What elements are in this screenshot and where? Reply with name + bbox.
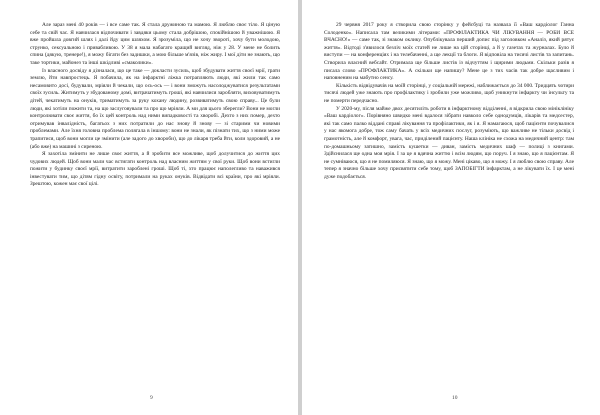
page-number: 10 — [452, 395, 458, 401]
paragraph: Але зараз мені 40 років — і все саме так. Я стала дружиною та мамою. Я люблю своє тіло. Я ціную себе та свій час. Я навчилася відпочивати і завдяки цьому стала добрішою, спокійнішою й уважнішою. Я вже пройшла довгий шлях і далі йду цим шляхом. Я зрозуміла, що не хочу звороті, хочу бути молодою, струнко, сексуальною і привабливою. У 38 я мала набагато кращий вигляд, ніж у 28. У мене не болить спина (дякую, тренере!), я можу бігати без задишки, а мою більше м'язів, ніж жиру. І мої діти не знають, що таке тортики, майонез та інші шкідливі «смаколики». — [30, 22, 280, 66]
right-page — [302, 0, 600, 415]
paragraph: У 2020-му, після майже двох десятиліть роботи в інфарктному відділенні, я відкрила свою мініклініку «Ваш кардіолог». Порівняно швидко мені вдалося зібрати навколо себе однодумців, лікарів та медсестер, які так само палко віддані справі лікування та профілактики, як і я. Я намагаюся, щоб пацієнти почувалися у нас якомога добре, тож саму бачать у всіх медичних послуг, розуміють, що важливе не тільки досвід і грамотність, але й комфорт, увага, час, приділений пацієнту. Наша клініка не схожа на медичний центр: там по-домашньому затишно, замість кушетки — диван, замість медичних шаф — полиці з книгами. Здійснилася ще одна моя мрія. І за це я вдячна життю і всім людям, що поруч. І я знаю, що я пацієнтам. Я не сумніваюся, що я не помиляюся. Я знаю, що я можу. Мені цікаво, що я можу. І я люблю свою справу. Але тепер я значно більше хочу присвятити себе тому, щоб ЗАПОБІГТИ інфарктам, а не лікувати їх. І це мені дуже подобається. — [324, 105, 574, 180]
paragraph: Із власного досвіду я дізналася, що це таке — докласти зусиль, щоб збудувати життя своєї мрії, грати землю, йти навпростець. Я побачила, як на інфарктні ліжка потрапляють люди, які жили так само несамовито досі, будували, мріяли й чекали, що ось-ось — і вони зможуть насолоджуватися результатами своїх зусиль. Житимуть у збудованому домі, витрачатимуть гроші, які навчилися заробляти, виховуватимуть дітей, чекатимуть на онуків, триматимуть за руку кохану людину, розвиватимуть свою справу... Це були люди, які хотіли пожити та, на що заслуговували та про що мріяли. А ми для цього зберегли? Вони не могли контролювати своє життя, бо їх цей контроль над ними випадковості та хворобі. Дехто з них помер, дехто отримував інвалідність, багатьох з них потратили до нас знову й знову — зі старими чи новими проблемами. Але їхня головна проблема полягала в іншому: вони не знали, як пізнати тих, що з ними може трапитися, щоб вони могли це змінити (але задого до хвороби), що до лікаря треба йти, коли здоровий, а не (або вже) на машині з сиреною. — [30, 67, 280, 150]
right-page-text — [324, 22, 574, 181]
paragraph: Кількість відвідувачів на моїй сторінці, у соціальній мережі, наближається до 34 000. Тридцять чотири тисячі людей уже знають про профілактику і зробили уже можливо, щоб уникнути інфаркту чи інсульту та не померти передчасно. — [324, 82, 574, 104]
left-page — [0, 0, 298, 415]
page-number: 9 — [150, 395, 153, 401]
paragraph: 29 червня 2017 року я створила свою сторінку у фейсбуці та назвала її «Ваш кардіолог Ганна Солоденко». Написала там великими літерами: «ПРОФІЛАКТИКА ЧИ ЛІКУВАННЯ — РОБИ ВСЕ ВЧАСНО!» — саме так, зі знаком оклику. Опублікувала перший допис під заголовком «Аналіз, який рятує життя». Відтоді з'явилося безліч моїх статей не лише на цій сторінці, а й у газетах та журналах. Було й виступи — на конференціях і на телебаченні, а ще лекції та блоги. Я відповіла на тисячі листів та запитань. Створила власний вебсайт. Отримала ще більше листів із відчуттям і щирими людьми. Скільки разів я писала слово «ПРОФЛАКТИКА». А скільки ще напишу? Мене це з тих часів так добре щасливим і наповненим на мабутно сенсу. — [324, 22, 574, 82]
paragraph: Я захотіла змінити не лише своє життя, а й зробити все можливе, щоб долучитися до життя цих чудових людей. Щоб вони мали час встигати контроль над власним життям у свої руки. Щоб вони встигли пожити у будинку своєї мрії, витратити зароблені гроші. Щоб ті, хто працює наполегливо та наважився інвестувати тим, що дітям гідну освіту, потримали на руках онуків. Відвідати всі країни, про які мріяли. Зрештою, кожен має свої цілі. — [30, 151, 280, 188]
left-page-text — [30, 22, 280, 189]
